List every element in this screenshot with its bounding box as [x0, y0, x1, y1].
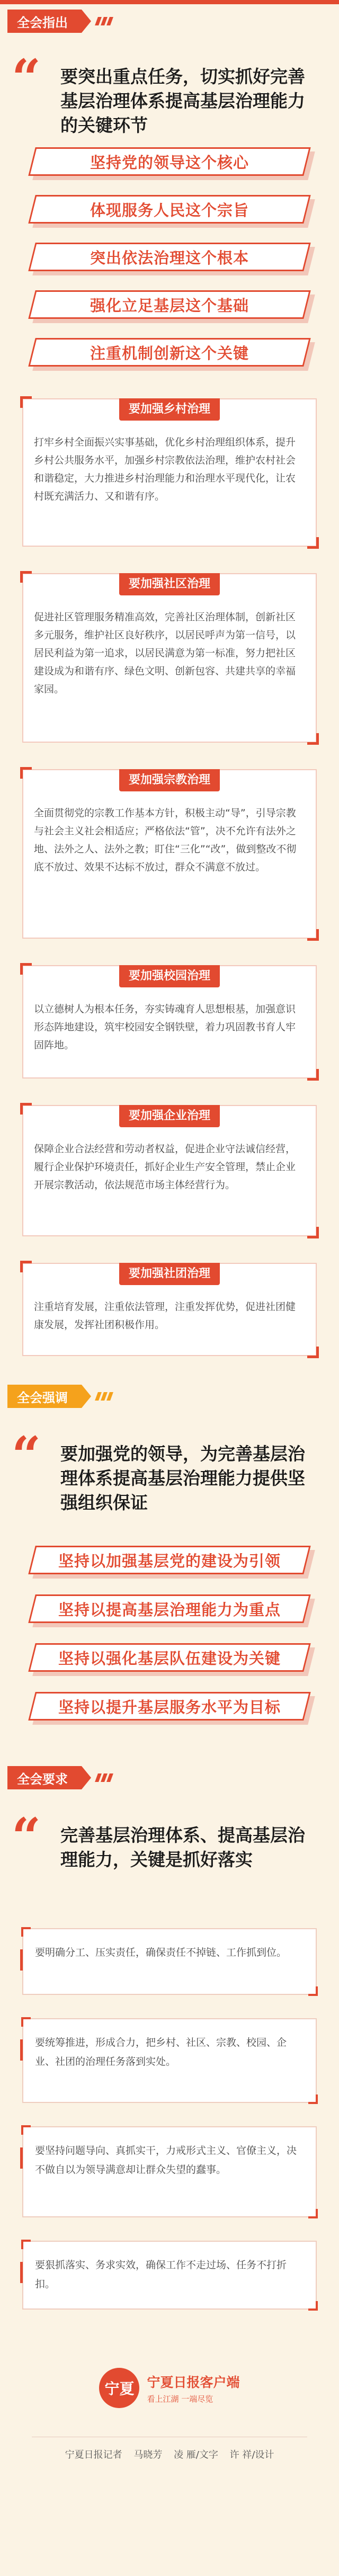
- pill-5: 注重机制创新这个关键: [32, 338, 307, 367]
- pill-6: 坚持以加强基层党的建设为引领: [32, 1546, 307, 1574]
- section-tag-1: 全会指出: [7, 10, 112, 33]
- brand-name: 宁夏日报客户端: [147, 2374, 240, 2390]
- footer-brand: [0, 2368, 339, 2408]
- card-campus: 要加强校园治理 以立德树人为根本任务，夯实铸魂育人思想根基，加强意识形态阵地建设，筑牢校园安全钢铁壁，着力巩固教书育人牢固阵地。: [22, 965, 317, 1078]
- pill-7: 坚持以提高基层治理能力为重点: [32, 1594, 307, 1623]
- brand-slogan: 看上江湖 一端尽览: [147, 2394, 213, 2404]
- section-2-heading: “ 要加强党的领导，为完善基层治理体系提高基层治理能力提供坚强组织保证: [12, 1425, 305, 1513]
- section-3-heading: “ 完善基层治理体系、提高基层治理能力，关键是抓好落实: [12, 1807, 305, 1870]
- quote-mark-icon: “: [12, 1425, 41, 1485]
- section-tag-3: 全会要求: [7, 1766, 112, 1789]
- requirement-1: 要明确分工、压实责任，确保责任不掉链、工作抓到位。: [22, 1928, 317, 1995]
- pill-4: 强化立足基层这个基础: [32, 290, 307, 319]
- card-association: 要加强社团治理 注重培育发展，注重依法管理，注重发挥优势，促进社团健康发展，发挥社团积极作用。: [22, 1263, 317, 1356]
- requirement-2: 要统筹推进，形成合力，把乡村、社区、宗教、校园、企业、社团的治理任务落到实处。: [22, 2018, 317, 2103]
- quote-mark-icon: “: [12, 1807, 41, 1867]
- brand-logo-icon: 宁夏: [99, 2368, 139, 2408]
- pill-1: 坚持党的领导这个核心: [32, 147, 307, 176]
- credits: 宁夏日报记者 马晓芳 凌 雁/文字 许 祥/设计: [65, 2449, 274, 2461]
- card-enterprise: 要加强企业治理 保障企业合法经营和劳动者权益，促进企业守法诚信经营，履行企业保护环境责任，抓好企业生产安全管理，禁止企业开展宗教活动，依法规范市场主体经营行为。: [22, 1105, 317, 1236]
- requirement-4: 要狠抓落实、务求实效，确保工作不走过场、任务不打折扣。: [22, 2241, 317, 2310]
- requirement-3: 要坚持问题导向、真抓实干，力戒形式主义、官僚主义，决不做自以为领导满意却让群众失望的蠢事。: [22, 2126, 317, 2217]
- pill-9: 坚持以提升基层服务水平为目标: [32, 1692, 307, 1721]
- pill-8: 坚持以强化基层队伍建设为关键: [32, 1643, 307, 1672]
- section-tag-2: 全会强调: [7, 1385, 112, 1408]
- quote-mark-icon: “: [12, 48, 41, 108]
- card-community: 要加强社区治理 促进社区管理服务精准高效，完善社区治理体制，创新社区多元服务，维护社区良好秩序，以居民呼声为第一信号，以居民利益为第一追求，以居民满意为第一标准，努力把社区建设成为和谐有序、绿色文明、创新包容、共建共享的幸福家园。: [22, 573, 317, 743]
- section-1-heading: “ 要突出重点任务，切实抓好完善基层治理体系提高基层治理能力的关键环节: [12, 48, 305, 136]
- card-religion: 要加强宗教治理 全面贯彻党的宗教工作基本方针，积极主动“导”，引导宗教与社会主义社会相适应；严格依法“管”，决不允许有法外之地、法外之人、法外之教；盯住“三化”“改”，做到整改不彻底不放过、效果不达标不放过，群众不满意不放过。: [22, 769, 317, 939]
- card-rural: 要加强乡村治理 打牢乡村全面振兴实事基础，优化乡村治理组织体系，提升乡村公共服务水平，加强乡村宗教依法治理，维护农村社会和谐稳定，大力推进乡村治理能力和治理水平现代化，让农村既充满活力、又和谐有序。: [22, 398, 317, 547]
- pill-2: 体现服务人民这个宗旨: [32, 195, 307, 224]
- top-stripe: [0, 0, 339, 4]
- pill-3: 突出依法治理这个根本: [32, 243, 307, 271]
